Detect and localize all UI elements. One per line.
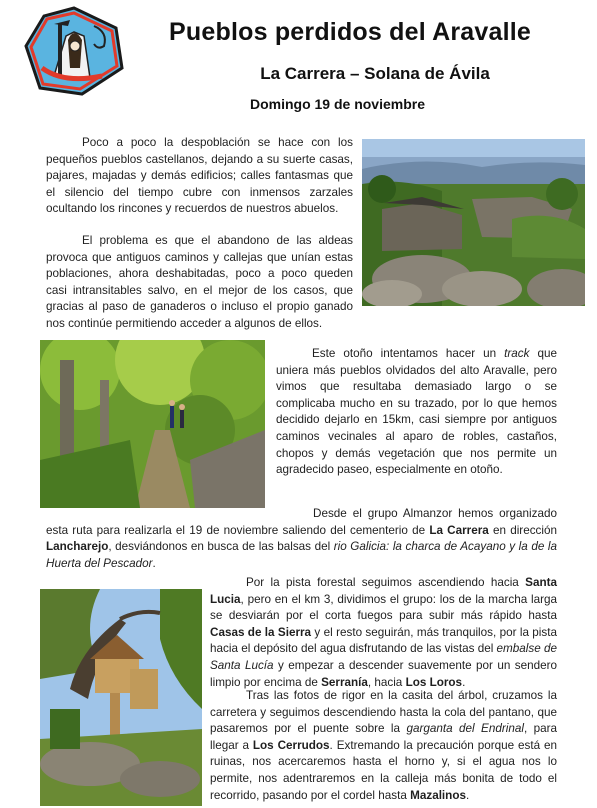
intro-paragraph-1: Poco a poco la despoblación se hace con los pequeños pueblos castellanos, dejando a su suerte casas, pajares, majadas y demás edificios; calles fantasmas que el silencio del tiempo cubre con inmensos zarzales ocultando los rincones y recuerdos de nuestros abuelos. xyxy=(46,136,353,216)
page-subtitle: La Carrera – Solana de Ávila xyxy=(260,64,490,83)
intro-paragraph-2: El problema es que el abandono de las aldeas provoca que antiguos caminos y callejas que unían estas poblaciones, ahora deshabitadas, poco a poco queden casi intransitables salvo, en el mejor de los casos, que gracias al paso de ganaderos o incluso el propio ganado nos continúe permitiendo acceder a algunos de ellos. xyxy=(46,234,353,330)
forest-track-paragraph: Por la pista forestal seguimos ascendiendo hacia Santa Lucia, pero en el km 3, dividimos el grupo: los de la marcha larga se desviarán por el corta fuegos para subir más rápido hasta Casas de la Sierra y el resto seguirán, más tranquilos, por la pista hacia el depósito del agua disfrutando de las vistas del embalse de Santa Lucía y empezar a descender suavemente por un sendero limpio por encima de Serranía, hacia Los Loros. xyxy=(210,576,557,689)
event-date: Domingo 19 de noviembre xyxy=(249,96,426,112)
village-ruins-photo xyxy=(362,139,585,306)
forest-path-photo xyxy=(40,340,265,508)
club-logo xyxy=(24,6,124,96)
tree-house-paragraph: Tras las fotos de rigor en la casita del árbol, cruzamos la carretera y seguimos descendiendo hasta la cola del pantano, que pasaremos por el puente sobre la garganta del Endrinal, para llegar a Los Cerrudos. Extremando la precaución porque está en ruinas, nos acercaremos hasta el horno y, si el agua nos lo permite, nos adentraremos en la calleja más bonita de todo el recorrido, pasando por el cordel hasta Mazalinos. xyxy=(210,689,558,802)
group-paragraph: Desde el grupo Almanzor hemos organizado esta ruta para realizarla el 19 de noviembre saliendo del cementerio de La Carrera en dirección Lancharejo, desviándonos en busca de las balsas del rio Galicia: la charca de Acayano y la de la Huerta del Pescador. xyxy=(46,507,557,570)
autumn-paragraph: Este otoño intentamos hacer un track que uniera más pueblos olvidados del alto Aravalle, pero vimos que resultaba demasiado largo o se complicaba mucho en su trazado, por lo que hemos decidido dejarlo en 15km, casi siempre por antiguos caminos vecinales al aparo de robles, castaños, chopos y demás vegetación que nos permite un agradecido paseo, especialmente en otoño. xyxy=(276,347,558,477)
page-title: Pueblos perdidos del Aravalle xyxy=(169,18,531,46)
tree-house-photo xyxy=(40,589,202,806)
